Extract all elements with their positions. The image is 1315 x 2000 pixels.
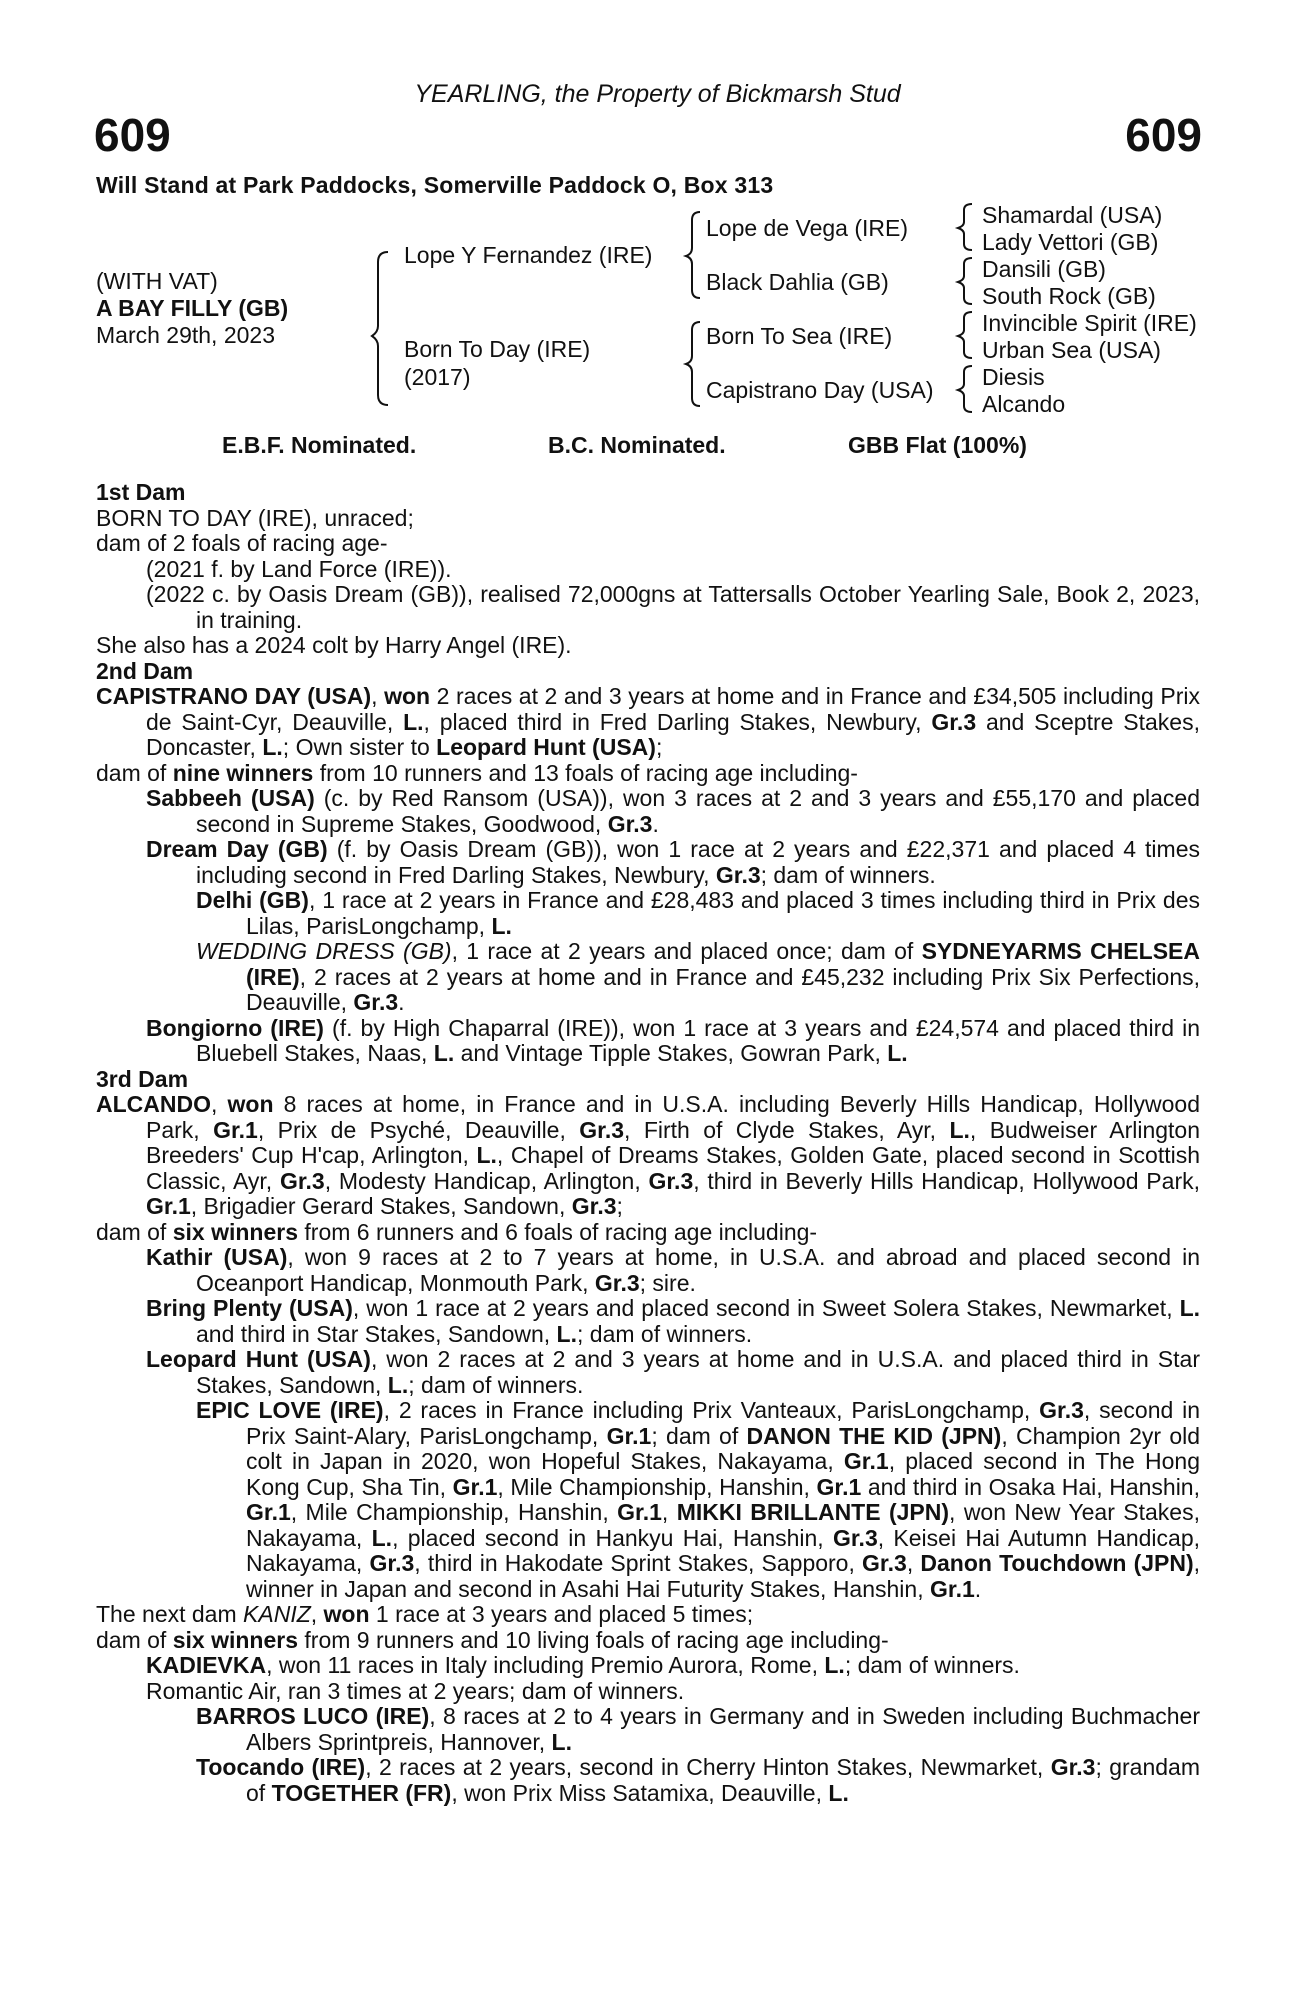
sire-dam-dam: South Rock (GB): [982, 283, 1156, 309]
fourth-dam-record: The next dam KANIZ, won 1 race at 3 years and placed 5 times;: [96, 1601, 754, 1627]
second-dam-record: CAPISTRANO DAY (USA), won 2 races at 2 and 3 years at home and in France and £34,505 including Prix de Saint-Cyr, Deauville, L., placed third in Fred Darling Stakes, Newbury, Gr.3 and Sceptre Stakes, Doncaster, L.; Own sister to Leopard Hunt (USA);: [96, 683, 1200, 760]
sire: Lope Y Fernandez (IRE): [404, 242, 653, 268]
vat-note: (WITH VAT): [96, 268, 218, 294]
bc-nomination: B.C. Nominated.: [548, 432, 726, 458]
first-dam-produce: (2021 f. by Land Force (IRE)).: [146, 555, 452, 582]
sire-sire-sire: Shamardal (USA): [982, 202, 1163, 228]
list-item: Delhi (GB), 1 race at 2 years in France and £28,483 and placed 3 times including third in Prix des Lilas, ParisLongchamp, L.: [196, 887, 1200, 939]
first-dam-produce: (2022 c. by Oasis Dream (GB)), realised 72,000gns at Tattersalls October Yearling Sale, Book 2, 2023, in training.: [146, 581, 1200, 633]
list-item: Kathir (USA), won 9 races at 2 to 7 years at home, in U.S.A. and abroad and placed second in Oceanport Handicap, Monmouth Park, Gr.3; sire.: [146, 1244, 1200, 1296]
page-header-title: YEARLING, the Property of Bickmarsh Stud: [414, 80, 901, 108]
list-item: Dream Day (GB) (f. by Oasis Dream (GB)), won 1 race at 2 years and £22,371 and placed 4 times including second in Fred Darling Stakes, Newbury, Gr.3; dam of winners.: [146, 836, 1200, 888]
gbb-status: GBB Flat (100%): [848, 432, 1027, 458]
fourth-dam-produce-summary: dam of six winners from 9 runners and 10 living foals of racing age including-: [96, 1626, 889, 1653]
dam-dam-sire: Diesis: [982, 364, 1045, 390]
list-item: WEDDING DRESS (GB), 1 race at 2 years and placed once; dam of SYDNEYARMS CHELSEA (IRE), 2 races at 2 years at home and in France and £45,232 including Prix Six Perfections, Deauville, Gr.3.: [196, 938, 1200, 1015]
first-dam-heading: 1st Dam: [96, 479, 186, 505]
horse-name: A BAY FILLY (GB): [96, 295, 289, 321]
sire-dam: Black Dahlia (GB): [706, 269, 889, 295]
third-dam-record: ALCANDO, won 8 races at home, in France and in U.S.A. including Beverly Hills Handicap, Hollywood Park, Gr.1, Prix de Psyché, Deauville, Gr.3, Firth of Clyde Stakes, Ayr, L., Budweiser Arlington Breeders' Cup H'cap, Arlington, L., Chapel of Dreams Stakes, Golden Gate, placed second in Scottish Classic, Ayr, Gr.3, Modesty Handicap, Arlington, Gr.3, third in Beverly Hills Handicap, Hollywood Park, Gr.1, Brigadier Gerard Stakes, Sandown, Gr.3;: [96, 1091, 1201, 1219]
catalogue-body: [96, 480, 1200, 1806]
dam-dam-dam: Alcando: [982, 391, 1066, 417]
second-dam-produce-summary: dam of nine winners from 10 runners and 13 foals of racing age including-: [96, 759, 858, 786]
sire-dam-sire: Dansili (GB): [982, 256, 1106, 282]
list-item: BARROS LUCO (IRE), 8 races at 2 to 4 years in Germany and in Sweden including Buchmacher Albers Sprintpreis, Hannover, L.: [196, 1703, 1200, 1755]
stabling-location: Will Stand at Park Paddocks, Somerville Paddock O, Box 313: [96, 172, 774, 198]
list-item: Sabbeeh (USA) (c. by Red Ransom (USA)), won 3 races at 2 and 3 years and £55,170 and placed second in Supreme Stakes, Goodwood, Gr.3.: [146, 785, 1200, 837]
list-item: EPIC LOVE (IRE), 2 races in France including Prix Vanteaux, ParisLongchamp, Gr.3, second in Prix Saint-Alary, ParisLongchamp, Gr.1; dam of DANON THE KID (JPN), Champion 2yr old colt in Japan in 2020, won Hopeful Stakes, Nakayama, Gr.1, placed second in The Hong Kong Cup, Sha Tin, Gr.1, Mile Championship, Hanshin, Gr.1 and third in Osaka Hai, Hanshin, Gr.1, Mile Championship, Hanshin, Gr.1, MIKKI BRILLANTE (JPN), won New Year Stakes, Nakayama, L., placed second in Hankyu Hai, Hanshin, Gr.3, Keisei Hai Autumn Handicap, Nakayama, Gr.3, third in Hakodate Sprint Stakes, Sapporo, Gr.3, Danon Touchdown (JPN), winner in Japan and second in Asahi Hai Futurity Stakes, Hanshin, Gr.1.: [196, 1397, 1201, 1602]
third-dam-heading: 3rd Dam: [96, 1065, 189, 1092]
first-dam-line: dam of 2 foals of racing age-: [96, 530, 388, 556]
sire-sire-dam: Lady Vettori (GB): [982, 229, 1159, 255]
lot-number-right: 609: [1125, 109, 1202, 161]
ebf-nomination: E.B.F. Nominated.: [222, 432, 417, 458]
list-item: Romantic Air, ran 3 times at 2 years; dam of winners.: [146, 1677, 685, 1704]
list-item: Bongiorno (IRE) (f. by High Chaparral (IRE)), won 1 race at 3 years and £24,574 and placed third in Bluebell Stakes, Naas, L. and Vintage Tipple Stakes, Gowran Park, L.: [146, 1014, 1200, 1066]
list-item: Toocando (IRE), 2 races at 2 years, second in Cherry Hinton Stakes, Newmarket, Gr.3; grandam of TOGETHER (FR), won Prix Miss Satamixa, Deauville, L.: [196, 1754, 1201, 1806]
dam-sire: Born To Sea (IRE): [706, 323, 893, 349]
first-dam-line: She also has a 2024 colt by Harry Angel (IRE).: [96, 632, 572, 658]
dam: Born To Day (IRE): [404, 336, 591, 362]
list-item: Bring Plenty (USA), won 1 race at 2 years and placed second in Sweet Solera Stakes, Newmarket, L. and third in Star Stakes, Sandown, L.; dam of winners.: [146, 1295, 1201, 1347]
list-item: Leopard Hunt (USA), won 2 races at 2 and 3 years at home and in U.S.A. and placed third in Star Stakes, Sandown, L.; dam of winners.: [146, 1346, 1200, 1398]
list-item: KADIEVKA, won 11 races in Italy including Premio Aurora, Rome, L.; dam of winners.: [146, 1652, 1020, 1678]
dam-dam: Capistrano Day (USA): [706, 377, 934, 403]
sire-sire: Lope de Vega (IRE): [706, 215, 909, 241]
dam-sire-dam: Urban Sea (USA): [982, 337, 1161, 363]
dam-sire-sire: Invincible Spirit (IRE): [982, 310, 1197, 336]
first-dam-line: BORN TO DAY (IRE), unraced;: [96, 504, 414, 531]
second-dam-heading: 2nd Dam: [96, 657, 194, 684]
dam-year: (2017): [404, 364, 471, 390]
lot-number-left: 609: [94, 109, 171, 161]
third-dam-produce-summary: dam of six winners from 6 runners and 6 foals of racing age including-: [96, 1218, 818, 1245]
foaling-date: March 29th, 2023: [96, 322, 276, 348]
